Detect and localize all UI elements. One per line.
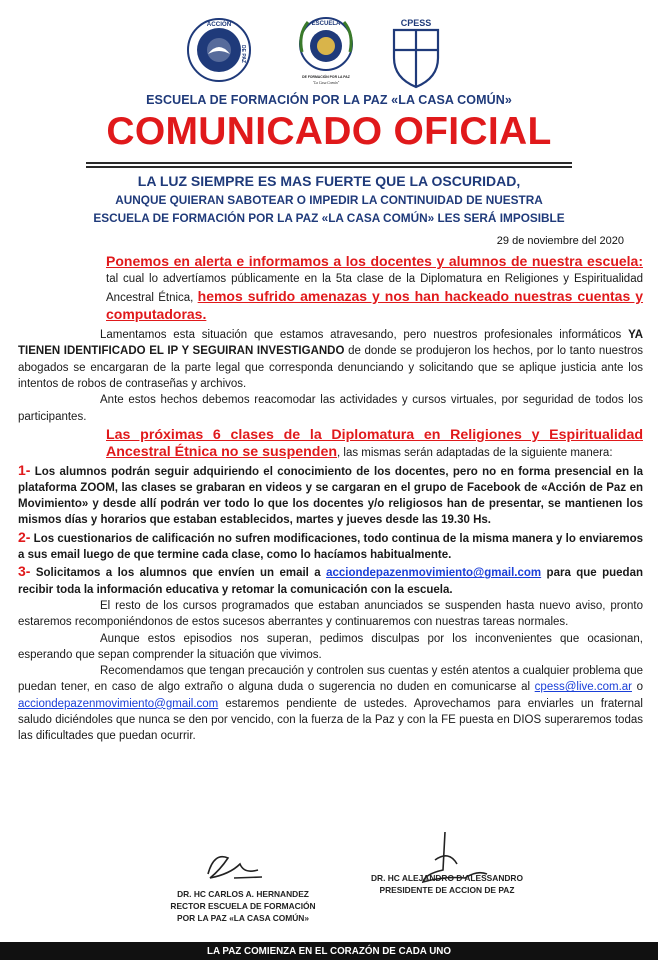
escuela-logo-caption: DE FORMACIÓN POR LA PAZ (302, 75, 350, 79)
investigation-text-b: de donde se produjeron los hechos, por lo tanto nuestros abogados se encargaran de la parte legal que corresponda denunciando y solicitando que se aplique justicia ante los intentos de robos de contraseñas y archivos. (18, 345, 643, 391)
escuela-logo-caption-2: "La Casa Común" (312, 81, 340, 85)
title-rule-bottom (86, 166, 572, 168)
accion-de-paz-logo (186, 14, 252, 86)
list-item-1 (18, 462, 643, 529)
subtitle-line-3: ESCUELA DE FORMACIÓN POR LA PAZ «LA CASA COMÚN» LES SERÁ IMPOSIBLE (93, 211, 565, 225)
recommend-text-a: Recomendamos que tengan precaución y controlen sus cuentas y estén atentos a cualquier problema que puedan tener, en caso de algo extraño o alguna duda o sugerencia no duden en comunicarse al (18, 665, 643, 694)
list-text-1: Los alumnos podrán seguir adquiriendo el conocimiento de los docentes, pero no en forma presencial en la plataforma ZOOM, las clases se grabaran en videos y se cargaran en el grupo de Facebook de «Acción de Paz en Movimiento» y desde allí podrán ver todo lo que los docentes y/o religiosos han de presentar, se mantienen los mismos días y horarios que estaban establecidos, martes y jueves desde las 19.30 Hs. (18, 465, 643, 527)
list-item-3 (18, 563, 643, 598)
alert-text: tal cual lo advertíamos públicamente en la 5ta clase de la Diplomatura en Religiones y Espiritualidad Ancestral Étnica, (106, 273, 643, 304)
paragraph-investigation (18, 327, 643, 392)
paragraph-courses: El resto de los cursos programados que estaban anunciados se suspenden hasta nuevo aviso, pronto estaremos recomponiéndonos de estos sucesos aberrantes y continuaremos con nuestras tareas normales. (18, 599, 643, 629)
cpess-logo (390, 14, 442, 90)
document-body (18, 253, 643, 745)
classes-text: , las mismas serán adaptadas de la siguiente manera: (337, 447, 613, 460)
signature-left (168, 888, 318, 924)
document-date: 29 de noviembre del 2020 (496, 235, 624, 247)
paragraph-alert (18, 253, 643, 324)
signature-block (0, 840, 658, 940)
email-link-cpess[interactable]: cpess@live.com.ar (534, 681, 632, 694)
list-text-2: Los cuestionarios de calificación no sufren modificaciones, todo continua de la misma manera y lo enviaremos a sus email luego de que termine cada clase, como lo hacíamos habitualmente. (18, 532, 643, 562)
alert-hacked: hemos sufrido amenazas y nos han hackeado nuestras cuentas y computadoras. (106, 287, 644, 322)
list-number-3: 3- (18, 563, 31, 580)
school-name: ESCUELA DE FORMACIÓN POR LA PAZ «LA CASA COMÚN» (146, 93, 512, 107)
page-title: COMUNICADO OFICIAL (106, 110, 552, 153)
subtitle-line-1: LA LUZ SIEMPRE ES MAS FUERTE QUE LA OSCURIDAD, (137, 173, 521, 189)
list-text-3a: Solicitamos a los alumnos que envíen un email a (30, 567, 327, 580)
signature-hernandez-icon (200, 844, 270, 888)
email-link-1[interactable]: acciondepazenmovimiento@gmail.com (326, 567, 542, 580)
recommend-text-b: estaremos pendiente de ustedes. Aprovechamos para enviarles un fraternal saludo diciéndoles que nunca se den por vencido, con la fuerza de la Paz y con la FE puesta en DIOS superaremos todas las dificultades que puedan ocurrir. (18, 697, 643, 743)
paragraph-apology: Aunque estos episodios nos superan, pedimos disculpas por los inconvenientes que ocasionan, esperando que sepan comprender la situación que vivimos. (18, 632, 643, 661)
investigation-bold: YA TIENEN IDENTIFICADO EL IP Y SEGUIRAN INVESTIGANDO (18, 329, 643, 358)
escuela-logo (292, 14, 360, 90)
signature-right (352, 872, 542, 896)
classes-heading: Las próximas 6 clases de la Diplomatura en Religiones y Espiritualidad Ancestral Étnica no se suspenden (106, 426, 643, 461)
accion-logo-side-text: DE PAZ (240, 45, 246, 63)
signer-right-name: DR. HC ALEJANDRO D'ALESSANDRO (371, 873, 523, 883)
signer-left-name: DR. HC CARLOS A. HERNANDEZ (177, 889, 309, 899)
list-text-3b: para que puedan recibir toda la información educativa y retomar la comunicación con la escuela. (18, 567, 643, 596)
list-number-2: 2- (18, 528, 31, 545)
investigation-text-a: Lamentamos esta situación que estamos atravesando, pero nuestros profesionales informáticos (100, 329, 629, 342)
recommend-or: o (631, 681, 644, 694)
signer-left-title-2: POR LA PAZ «LA CASA COMÚN» (177, 913, 309, 923)
list-number-1: 1- (18, 461, 31, 478)
footer-motto: LA PAZ COMIENZA EN EL CORAZÓN DE CADA UNO (206, 946, 451, 957)
paragraph-recommend (18, 663, 643, 744)
list-item-2 (18, 529, 643, 564)
paragraph-reorganize: Ante estos hechos debemos reacomodar las actividades y cursos virtuales, por seguridad de todos los participantes. (18, 394, 643, 423)
escuela-logo-text: ESCUELA (311, 21, 341, 27)
subtitle-line-2: AUNQUE QUIERAN SABOTEAR O IMPEDIR LA CONTINUIDAD DE NUESTRA (115, 193, 543, 207)
accion-logo-text: ACCIÓN (206, 21, 232, 28)
logo-row (0, 14, 658, 92)
signer-right-title: PRESIDENTE DE ACCION DE PAZ (379, 885, 515, 895)
alert-heading: Ponemos en alerta e informamos a los docentes y alumnos de nuestra escuela: (106, 253, 643, 269)
paragraph-classes (18, 427, 643, 462)
email-link-2[interactable]: acciondepazenmovimiento@gmail.com (18, 697, 219, 710)
title-rule-top (86, 162, 572, 164)
signer-left-title-1: RECTOR ESCUELA DE FORMACIÓN (170, 901, 316, 911)
cpess-logo-text: CPESS (400, 18, 432, 28)
